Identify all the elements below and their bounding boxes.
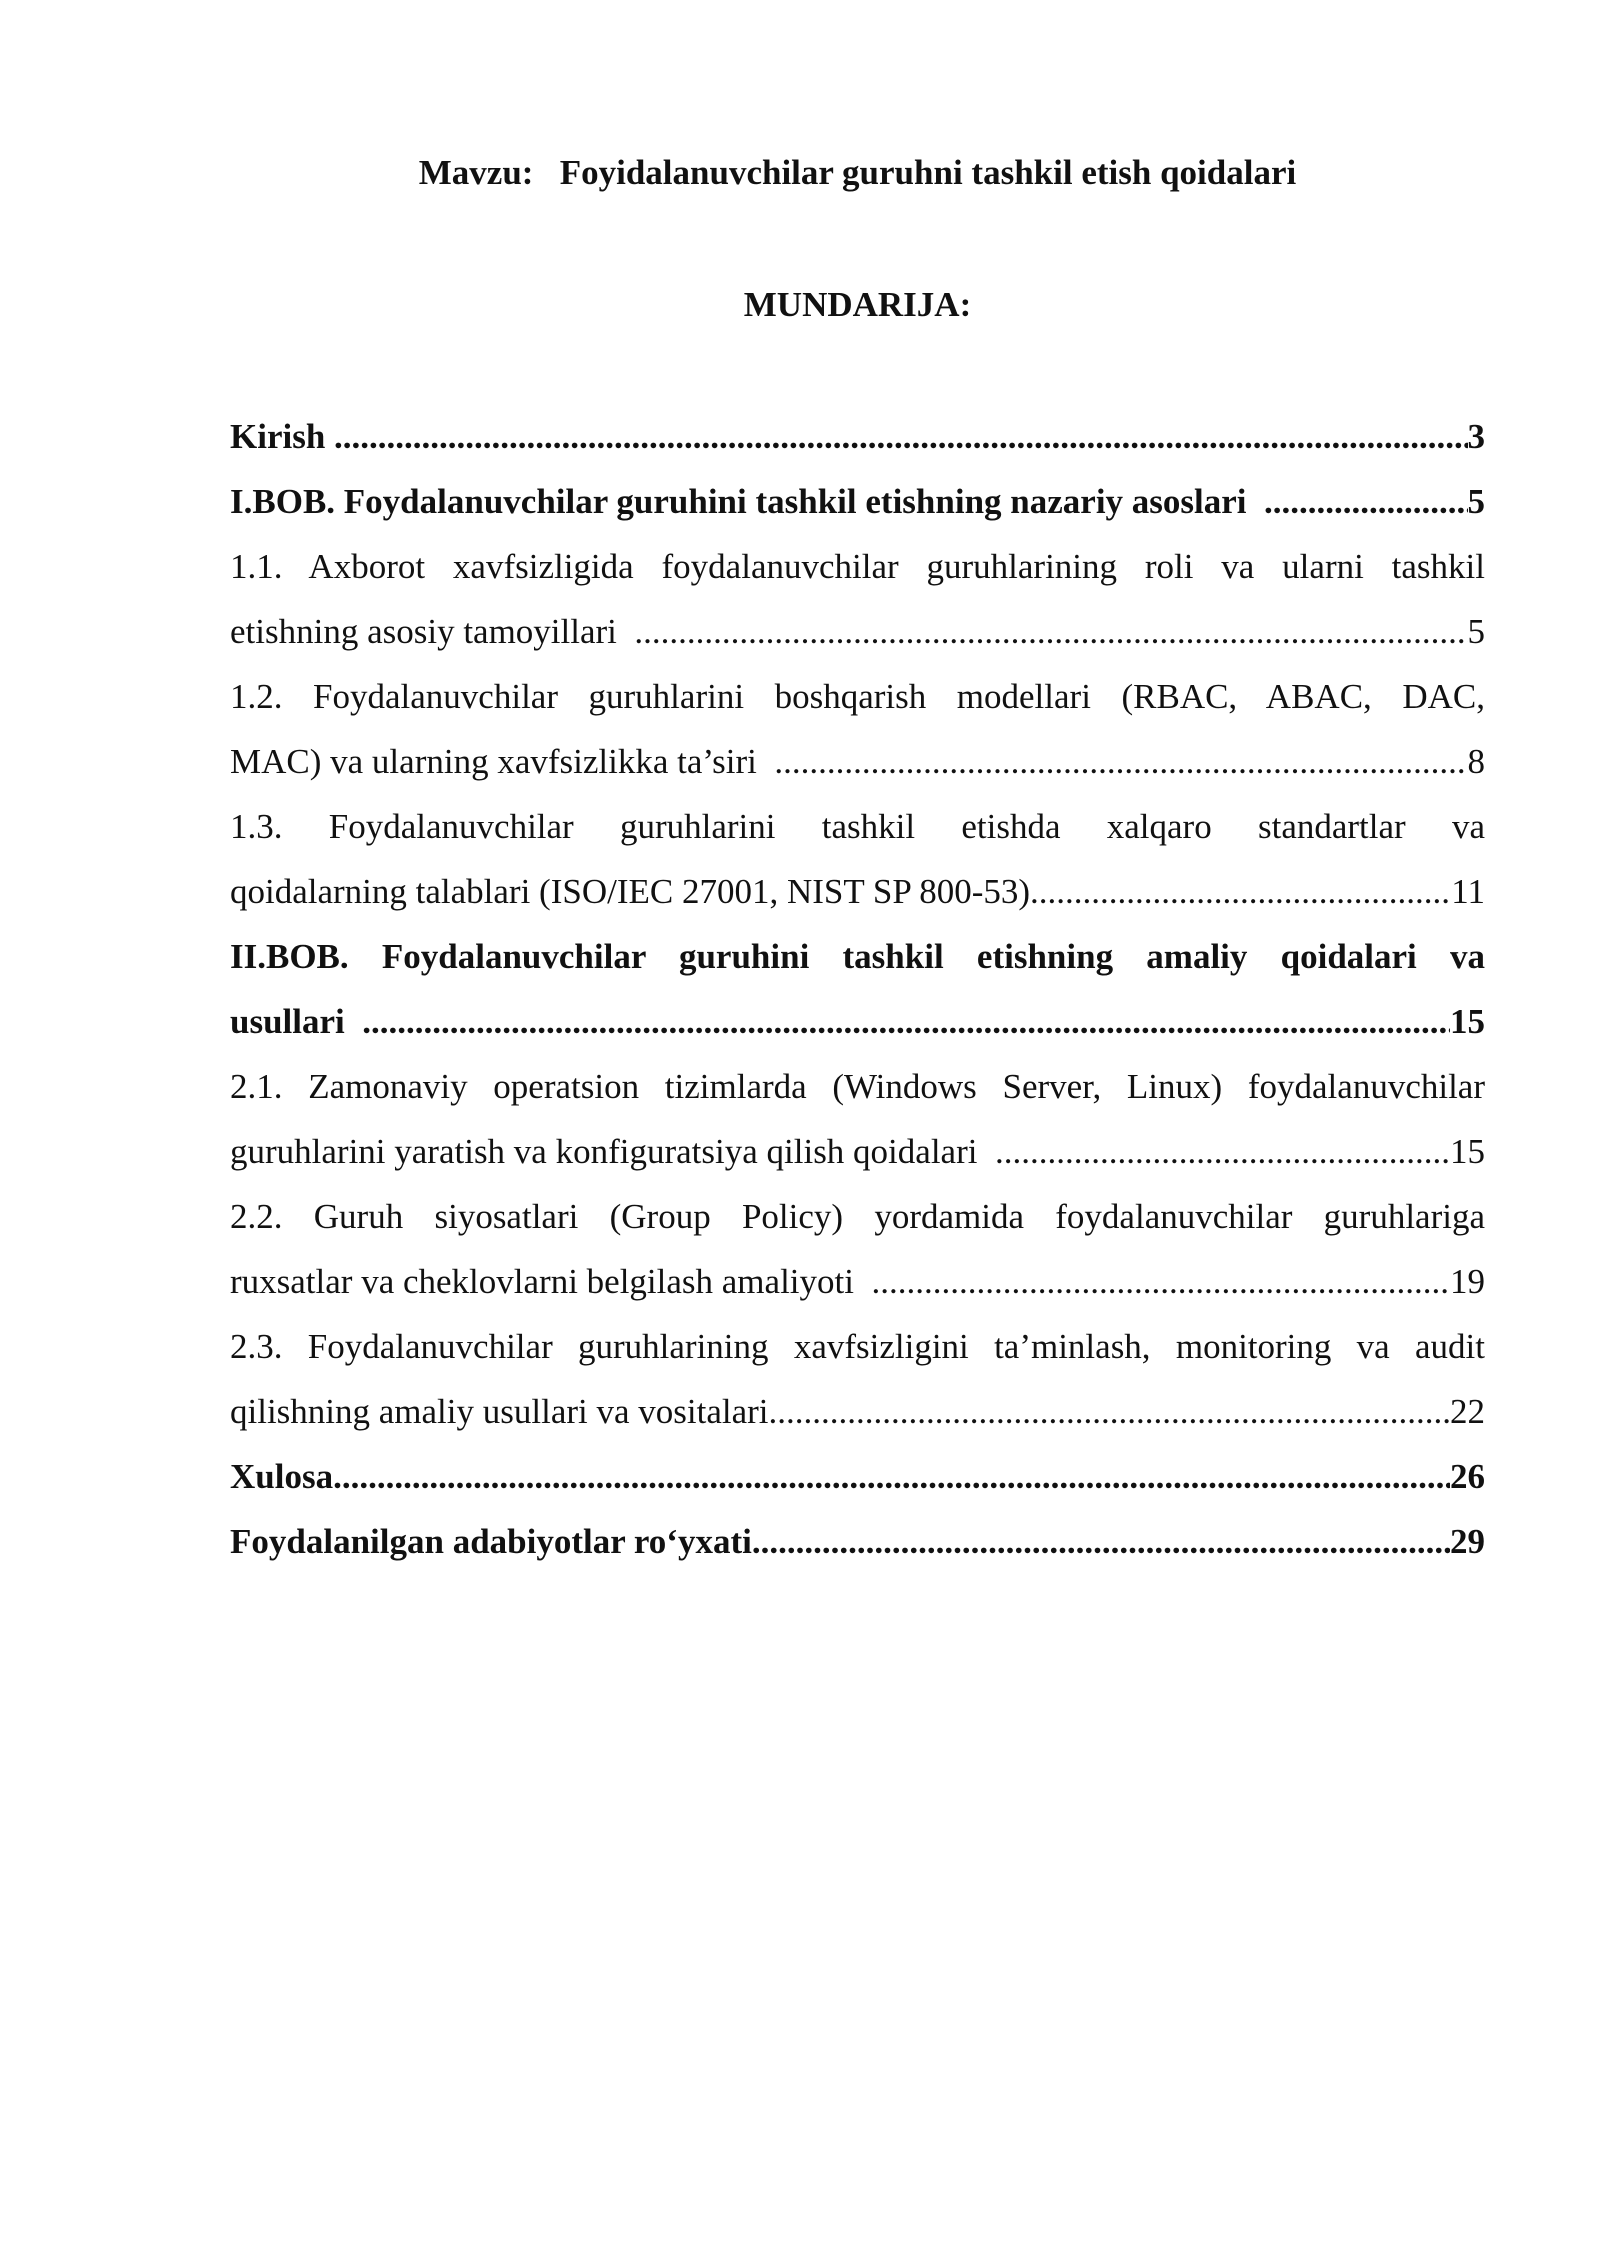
toc-page-number: 22 (1450, 1392, 1485, 1431)
toc-entry-kirish (230, 404, 1485, 469)
topic-title: Foyidalanuvchilar guruhni tashkil etish qoidalari (559, 153, 1297, 192)
toc-page-number: 5 (1467, 482, 1485, 521)
toc-entry-title-line1: 2.3. Foydalanuvchilar guruhlarining xavfsizligini ta’minlash, monitoring va audit (230, 1327, 1485, 1366)
toc-entry-title-line2: guruhlarini yaratish va konfiguratsiya qilish qoidalari (230, 1132, 995, 1171)
toc-heading: MUNDARIJA: (743, 285, 972, 324)
toc-page-number: 29 (1450, 1522, 1485, 1561)
dot-leader (871, 1249, 1450, 1314)
toc-page-number: 26 (1450, 1457, 1485, 1496)
toc-entry-title: Foydalanilgan adabiyotlar ro‘yxati (230, 1522, 752, 1561)
toc-entry-chapter-1 (230, 469, 1485, 534)
toc-entry-title-line1: 2.2. Guruh siyosatlari (Group Policy) yordamida foydalanuvchilar guruhlariga (230, 1197, 1485, 1236)
toc-entry-title-line2: usullari (230, 1002, 363, 1041)
toc-entry-2-3 (230, 1314, 1485, 1444)
toc-entry-xulosa (230, 1444, 1485, 1509)
toc-page-number: 5 (1467, 612, 1485, 651)
dot-leader (769, 1379, 1450, 1444)
toc-entry-references (230, 1509, 1485, 1574)
dot-leader (1030, 859, 1451, 924)
toc-page-number: 15 (1450, 1002, 1485, 1041)
toc-entry-title-line1: 2.1. Zamonaviy operatsion tizimlarda (Windows Server, Linux) foydalanuvchilar (230, 1067, 1485, 1106)
toc-entry-title-line1: 1.3. Foydalanuvchilar guruhlarini tashkil etishda xalqaro standartlar va (230, 807, 1485, 846)
toc-page-number: 11 (1451, 872, 1485, 911)
toc-entry-title-line2: qilishning amaliy usullari va vositalari (230, 1392, 769, 1431)
toc-entry-title-line2: qoidalarning talablari (ISO/IEC 27001, NIST SP 800-53) (230, 872, 1031, 911)
toc-entry-2-1 (230, 1054, 1485, 1184)
toc-entry-title-line2: ruxsatlar va cheklovlarni belgilash amaliyoti (230, 1262, 872, 1301)
toc-entry-title: I.BOB. Foydalanuvchilar guruhini tashkil etishning nazariy asoslari (230, 482, 1265, 521)
toc-entry-title-line2: etishning asosiy tamoyillari (230, 612, 635, 651)
dot-leader (995, 1119, 1450, 1184)
dot-leader (634, 599, 1467, 664)
toc-entry-2-2 (230, 1184, 1485, 1314)
toc-entry-title-line1: II.BOB. Foydalanuvchilar guruhini tashkil etishning amaliy qoidalari va (230, 937, 1485, 976)
toc-entry-title-line1: 1.1. Axborot xavfsizligida foydalanuvchilar guruhlarining roli va ularni tashkil (230, 547, 1485, 586)
dot-leader (1264, 469, 1467, 534)
dot-leader (362, 989, 1450, 1054)
toc-page-number: 19 (1450, 1262, 1485, 1301)
topic-line (230, 152, 1485, 194)
toc-entry-1-1 (230, 534, 1485, 664)
dot-leader (334, 404, 1467, 469)
toc-entry-1-3 (230, 794, 1485, 924)
dot-leader (774, 729, 1467, 794)
toc-entry-1-2 (230, 664, 1485, 794)
toc-page-number: 15 (1450, 1132, 1485, 1171)
topic-label: Mavzu: (418, 153, 534, 192)
dot-leader (752, 1509, 1450, 1574)
toc-entry-title-line2: MAC) va ularning xavfsizlikka ta’siri (230, 742, 775, 781)
toc-entry-title: Xulosa (230, 1457, 334, 1496)
toc-entry-title: Kirish (230, 417, 335, 456)
toc-page-number: 3 (1467, 417, 1485, 456)
table-of-contents (230, 404, 1485, 1574)
toc-entry-title-line1: 1.2. Foydalanuvchilar guruhlarini boshqarish modellari (RBAC, ABAC, DAC, (230, 677, 1485, 716)
toc-page-number: 8 (1467, 742, 1485, 781)
toc-entry-chapter-2 (230, 924, 1485, 1054)
dot-leader (333, 1444, 1450, 1509)
